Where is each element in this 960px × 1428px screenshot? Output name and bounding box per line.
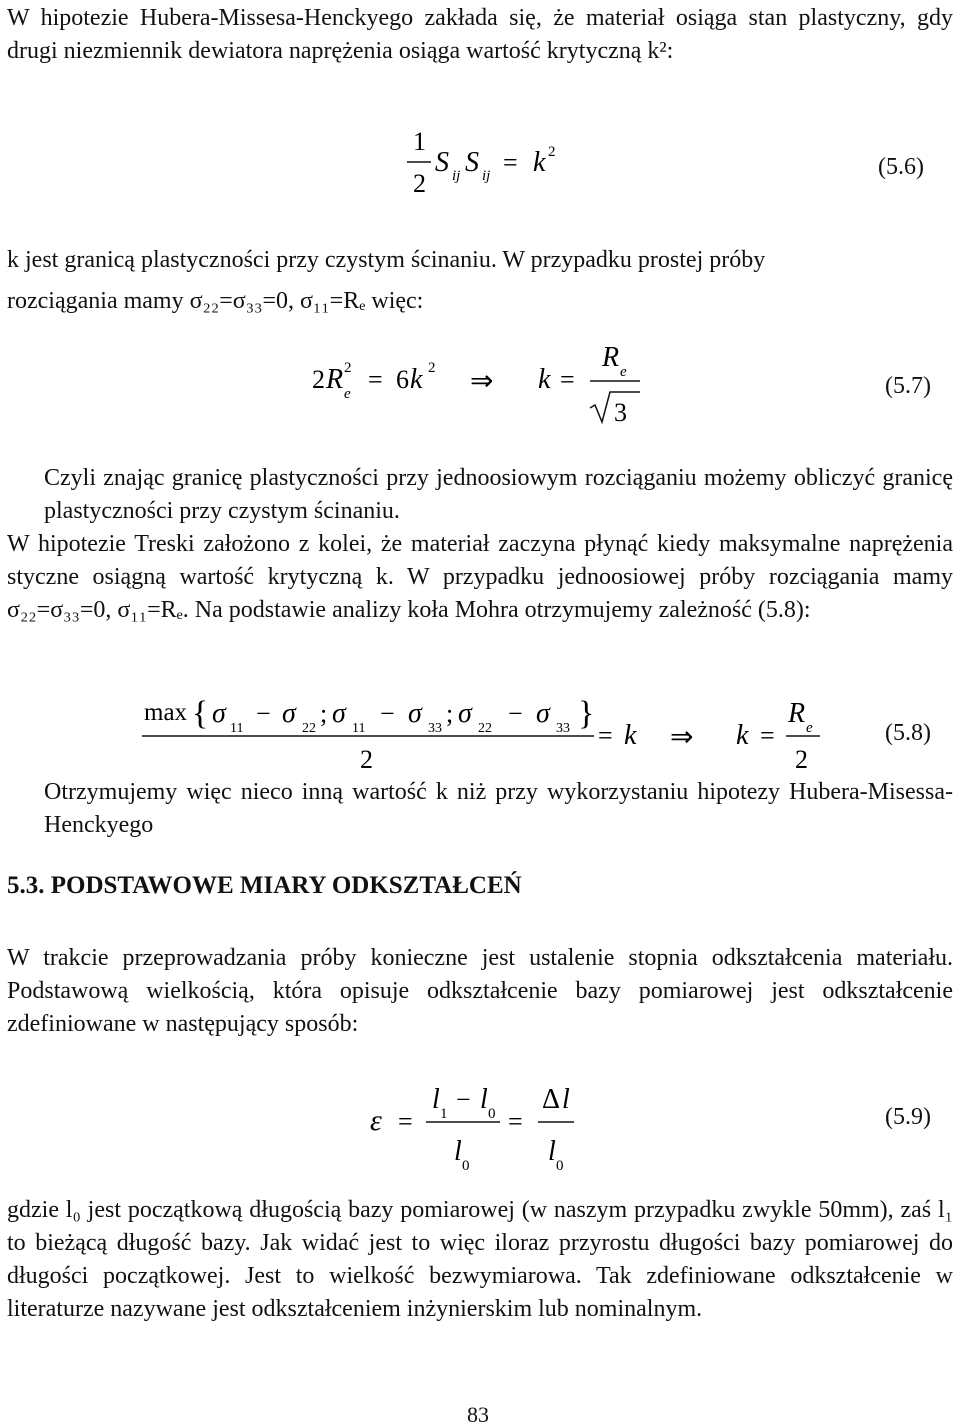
paragraph-strain-intro: W trakcie przeprowadzania próby konieczne jest ustalenie stopnia odkształcenia materiału. Podstawową wielkością, która opisuje odkształcenie bazy pomiarowej jest odkształcenie zdefiniowane w następujący sposób: [7,945,953,1037]
svg-text:ij: ij [482,168,491,184]
svg-text:l: l [562,1084,570,1115]
svg-text:1: 1 [413,128,426,156]
svg-text:=: = [508,1107,523,1136]
svg-text:ε: ε [370,1104,382,1137]
equation-5-9 [368,1078,598,1178]
equation-5-6 [395,128,595,208]
svg-text:σ: σ [536,698,550,729]
svg-text:σ: σ [458,698,472,729]
svg-text:k: k [624,720,637,751]
svg-text:k: k [736,720,749,751]
svg-text:k: k [533,147,546,178]
svg-text:l: l [480,1084,488,1115]
equation-number-5-6: (5.6) [878,154,924,180]
svg-text:;: ; [446,699,454,728]
svg-text:2: 2 [548,144,556,160]
svg-text:−: − [508,699,523,728]
svg-text:ij: ij [452,168,461,184]
svg-text:2: 2 [312,365,325,394]
svg-text:22: 22 [478,721,492,736]
svg-text:k: k [538,364,551,395]
svg-text:=: = [368,365,383,394]
svg-text:=: = [598,721,613,750]
svg-text:Δ: Δ [542,1084,561,1115]
equation-5-8 [140,686,830,776]
svg-text:}: } [578,695,595,732]
svg-text:σ: σ [408,698,422,729]
svg-text:6: 6 [396,365,409,394]
svg-text:33: 33 [556,721,570,736]
svg-text:σ: σ [282,698,296,729]
equation-5-7 [310,330,650,430]
svg-text:σ: σ [212,698,226,729]
paragraph-k-definition-line1: k jest granicą plastyczności przy czystym ścinaniu. W przypadku prostej próby [7,247,766,273]
svg-text:−: − [256,699,271,728]
svg-text:=: = [560,365,575,394]
paragraph-k-definition-line2: rozciągania mamy σ₂₂=σ₃₃=0, σ₁₁=Rₑ więc: [7,288,424,314]
svg-text:σ: σ [332,698,346,729]
svg-text:S: S [435,147,449,178]
svg-text:2: 2 [795,745,808,774]
paragraph-tresca: W hipotezie Treski założono z kolei, że materiał zaczyna płynąć kiedy maksymalne naprężenia styczne osiągną wartość krytyczną k. W przypadku jednoosiowej próby rozciągania mamy σ₂₂=σ₃₃=0, σ₁₁=Rₑ. Na podstawie analizy koła Mohra otrzymujemy zależność (5.8): [7,531,953,623]
svg-text:R: R [602,342,620,373]
svg-text:e: e [806,720,813,736]
svg-text:S: S [465,147,479,178]
paragraph-comparison: Otrzymujemy więc nieco inną wartość k niż przy wykorzystaniu hipotezy Hubera-Misessa-Henckyego [44,779,953,838]
svg-text:=: = [398,1107,413,1136]
svg-text:max: max [144,699,188,726]
svg-text:−: − [456,1085,471,1114]
svg-text:−: − [380,699,395,728]
svg-text:R: R [326,364,344,395]
svg-text:22: 22 [302,721,316,736]
svg-text:;: ; [320,699,328,728]
paragraph-conclusion: Czyli znając granicę plastyczności przy jednoosiowym rozciąganiu możemy obliczyć granicę plastyczności przy czystym ścinaniu. [44,465,953,524]
svg-text:2: 2 [344,360,352,376]
equation-number-5-8: (5.8) [885,720,931,746]
svg-text:11: 11 [352,721,366,736]
svg-text:11: 11 [230,721,244,736]
svg-text:0: 0 [488,1106,496,1122]
section-heading: 5.3. PODSTAWOWE MIARY ODKSZTAŁCEŃ [7,872,522,899]
svg-text:2: 2 [413,169,426,198]
svg-text:l: l [432,1084,440,1115]
equation-number-5-7: (5.7) [885,373,931,399]
svg-text:e: e [620,364,627,380]
svg-text:l: l [548,1136,556,1167]
equation-number-5-9: (5.9) [885,1104,931,1130]
svg-text:1: 1 [440,1106,448,1122]
paragraph-strain-explanation: gdzie l₀ jest początkową długością bazy pomiarowej (w naszym przypadku zwykle 50mm), zaś l₁ to bieżącą długość bazy. Jak widać jest to więc iloraz przyrostu długości bazy pomiarowej do długości początkowej. Jest to wielkość bezwymiarowa. Tak zdefiniowane odkształcenie w literaturze nazywane jest odkształceniem inżynierskim lub nominalnym. [7,1197,953,1322]
svg-text:k: k [410,364,423,395]
page-number: 83 [467,1402,489,1427]
svg-text:=: = [503,148,518,177]
svg-text:33: 33 [428,721,442,736]
svg-text:⇒: ⇒ [470,364,494,397]
svg-text:2: 2 [428,360,436,376]
svg-text:0: 0 [556,1158,564,1174]
paragraph-huber-intro: W hipotezie Hubera-Missesa-Henckyego zakłada się, że materiał osiąga stan plastyczny, gdy drugi niezmiennik dewiatora naprężenia osiąga wartość krytyczną k²: [7,5,953,64]
svg-text:3: 3 [614,398,627,427]
svg-text:=: = [760,721,775,750]
svg-text:e: e [344,386,351,402]
svg-text:⇒: ⇒ [670,720,694,753]
svg-text:0: 0 [462,1158,470,1174]
svg-text:l: l [454,1136,462,1167]
svg-text:R: R [788,698,806,729]
svg-text:{: { [192,695,209,732]
svg-text:2: 2 [360,745,373,774]
